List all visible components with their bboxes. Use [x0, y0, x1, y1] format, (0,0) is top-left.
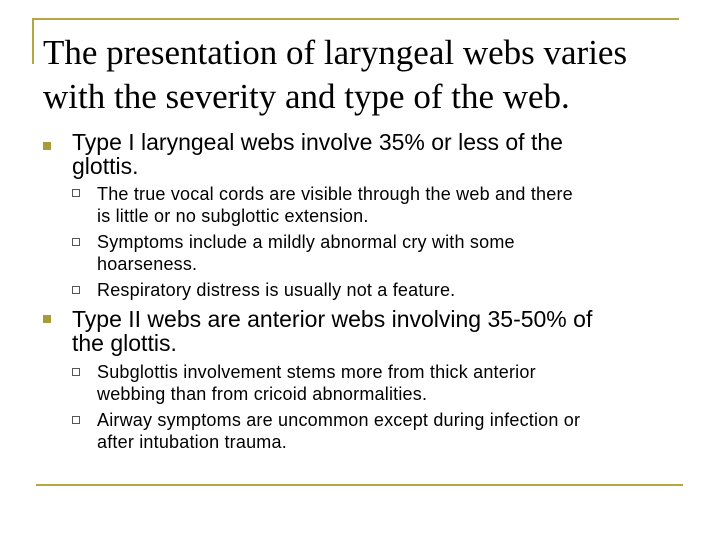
hollow-square-bullet-icon — [72, 238, 80, 246]
sub-bullet-airway: Airway symptoms are uncommon except during infection or after intubation trauma. — [97, 410, 581, 452]
filled-square-bullet-icon — [43, 315, 51, 323]
bullet-type-i: Type I laryngeal webs involve 35% or less of the glottis. — [72, 129, 563, 179]
left-border-rule — [32, 18, 34, 64]
sub-bullet-respiratory: Respiratory distress is usually not a feature. — [97, 280, 456, 300]
bullet-type-ii: Type II webs are anterior webs involving 35-50% of the glottis. — [72, 306, 593, 356]
hollow-square-bullet-icon — [72, 189, 80, 197]
hollow-square-bullet-icon — [72, 368, 80, 376]
sub-bullet-symptoms: Symptoms include a mildly abnormal cry with some hoarseness. — [97, 232, 515, 274]
top-border-rule — [32, 18, 679, 20]
filled-square-bullet-icon — [43, 142, 51, 150]
slide-title: The presentation of laryngeal webs varies with the severity and type of the web. — [43, 33, 628, 116]
sub-bullet-vocal-cords: The true vocal cords are visible through the web and there is little or no subglottic extension. — [97, 184, 573, 226]
hollow-square-bullet-icon — [72, 416, 80, 424]
sub-bullet-subglottis: Subglottis involvement stems more from thick anterior webbing than from cricoid abnormalities. — [97, 362, 536, 404]
hollow-square-bullet-icon — [72, 286, 80, 294]
bottom-border-rule — [36, 484, 683, 486]
